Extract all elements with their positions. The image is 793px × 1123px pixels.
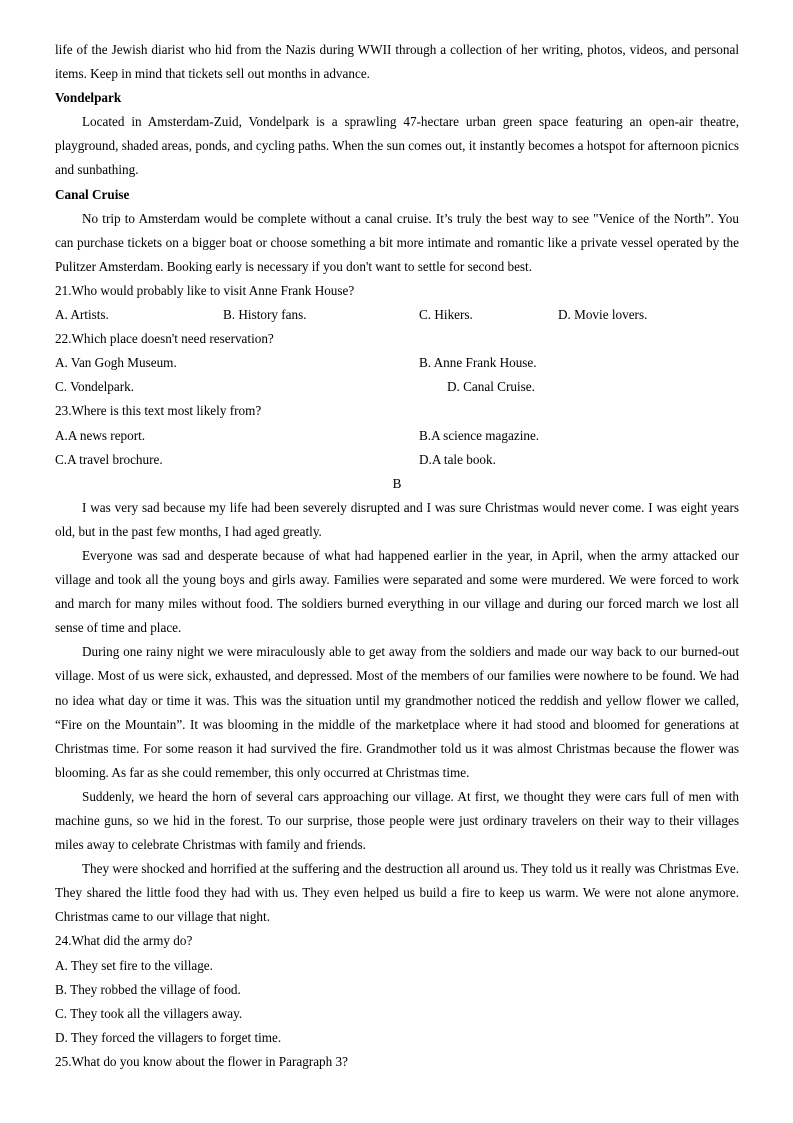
question-22-stem: 22.Which place doesn't need reservation? <box>55 331 274 347</box>
question-24-stem: 24.What did the army do? <box>55 933 193 949</box>
section-b-label: B <box>392 475 402 491</box>
document-content <box>55 38 739 1074</box>
story-paragraph-5: They were shocked and horrified at the suffering and the destruction all around us. They told us it really was Christmas Eve. They shared the little food they had with us. They even helped us build a fire to keep us warm. We were not alone anymore. Christmas came to our village that night. <box>55 861 739 925</box>
q23-option-b: B.A science magazine. <box>419 427 540 443</box>
vondelpark-heading: Vondelpark <box>55 90 122 106</box>
q23-option-c: C.A travel brochure. <box>55 451 163 467</box>
canal-cruise-heading: Canal Cruise <box>55 186 130 202</box>
q21-option-c: C. Hikers. <box>419 307 473 323</box>
q22-option-d: D. Canal Cruise. <box>447 379 535 395</box>
q23-option-a: A.A news report. <box>55 427 146 443</box>
anne-frank-paragraph-continued: life of the Jewish diarist who hid from the Nazis during WWII through a collection of her writing, photos, videos, and personal items. Keep in mind that tickets sell out months in advance. <box>55 42 739 82</box>
question-22-options-row1 <box>55 351 739 375</box>
story-paragraph-1: I was very sad because my life had been severely disrupted and I was sure Christmas would never come. I was eight years old, but in the past few months, I had aged greatly. <box>55 499 739 539</box>
q23-option-d: D.A tale book. <box>419 451 496 467</box>
q22-option-c: C. Vondelpark. <box>55 379 135 395</box>
q22-option-b: B. Anne Frank House. <box>419 355 537 371</box>
q22-option-a: A. Van Gogh Museum. <box>55 355 177 371</box>
story-paragraph-3: During one rainy night we were miraculously able to get away from the soldiers and made our way back to our burned-out village. Most of us were sick, exhausted, and depressed. Most of the members of our families were nowhere to be found. We had no idea what day or time it was. This was the situation until my grandmother noticed the reddish and yellow flower we called, “Fire on the Mountain”. It was blooming in the middle of the marketplace where it had stood and bloomed for generations at Christmas time. For some reason it had survived the fire. Grandmother told us it was almost Christmas because the flower was blooming. As far as she could remember, this only occurred at Christmas time. <box>55 644 739 780</box>
q24-option-d: D. They forced the villagers to forget time. <box>55 1029 282 1045</box>
story-paragraph-2: Everyone was sad and desperate because of what had happened earlier in the year, in April, when the army attacked our village and took all the young boys and girls away. Families were separated and some were murdered. We were forced to work and march for many miles without food. The soldiers burned everything in our village and during our forced march we lost all sense of time and place. <box>55 547 739 636</box>
q21-option-a: A. Artists. <box>55 307 109 323</box>
q21-option-d: D. Movie lovers. <box>558 307 648 323</box>
q24-option-b: B. They robbed the village of food. <box>55 981 241 997</box>
question-23-stem: 23.Where is this text most likely from? <box>55 403 262 419</box>
question-23-options-row2 <box>55 448 739 472</box>
q24-option-c: C. They took all the villagers away. <box>55 1005 243 1021</box>
question-21-options <box>55 303 739 327</box>
question-21-stem: 21.Who would probably like to visit Anne Frank House? <box>55 282 355 298</box>
q24-option-a: A. They set fire to the village. <box>55 957 213 973</box>
vondelpark-paragraph: Located in Amsterdam-Zuid, Vondelpark is a sprawling 47-hectare urban green space featuring an open-air theatre, playground, shaded areas, ponds, and cycling paths. When the sun comes out, it instantly becomes a hotspot for afternoon picnics and sunbathing. <box>55 114 739 178</box>
question-23-options-row1 <box>55 424 739 448</box>
question-22-options-row2 <box>55 375 739 399</box>
canal-cruise-paragraph: No trip to Amsterdam would be complete without a canal cruise. It’s truly the best way to see "Venice of the North”. You can purchase tickets on a bigger boat or choose something a bit more intimate and romantic like a private vessel operated by the Pulitzer Amsterdam. Booking early is necessary if you don't want to settle for second best. <box>55 210 739 274</box>
q21-option-b: B. History fans. <box>223 307 307 323</box>
story-paragraph-4: Suddenly, we heard the horn of several cars approaching our village. At first, we thought they were cars full of men with machine guns, so we hid in the forest. To our surprise, those people were just ordinary travelers on their way to their villages miles away to celebrate Christmas with family and friends. <box>55 788 739 853</box>
question-25-stem: 25.What do you know about the flower in Paragraph 3? <box>55 1053 348 1069</box>
